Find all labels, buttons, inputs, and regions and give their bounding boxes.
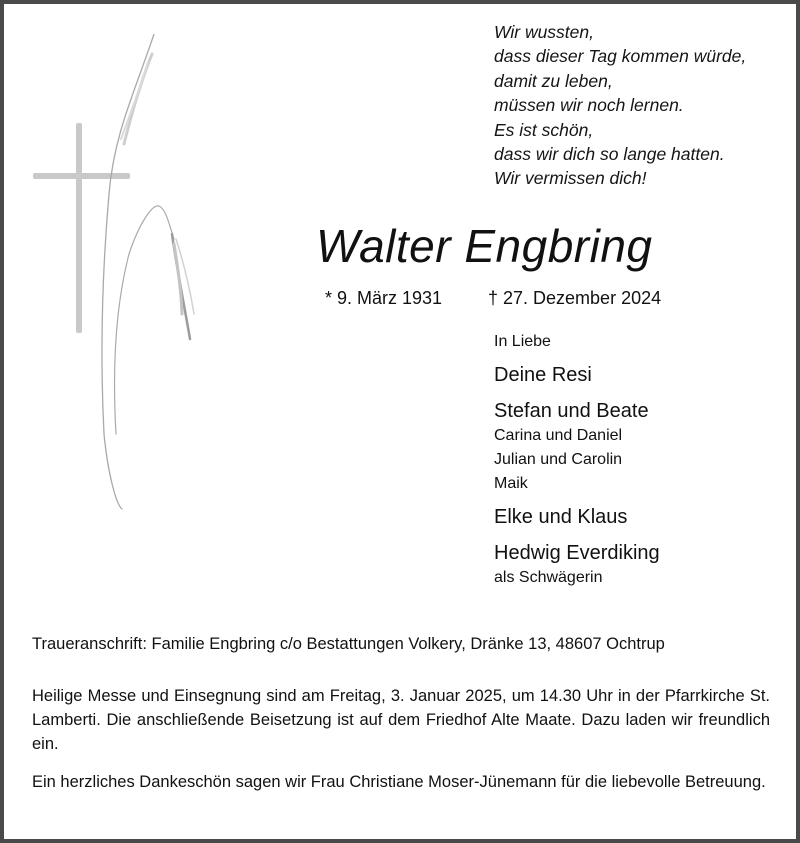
poem-line: Wir vermissen dich! [494, 168, 647, 189]
poem-line: Wir wussten, [494, 22, 595, 42]
wheat-ear-icon [102, 34, 194, 509]
poem-line: Es ist schön, [494, 119, 594, 140]
mourner-group-main: Deine Resi [494, 364, 592, 386]
death-date: † 27. Dezember 2024 [488, 288, 662, 308]
mourner-group-sub: Carina und Daniel [494, 427, 623, 444]
cross-and-wheat-artwork [4, 34, 224, 634]
mourners-intro: In Liebe [494, 333, 551, 350]
mourners-list [494, 330, 660, 590]
poem [494, 20, 746, 191]
mourner-group-sub: Maik [494, 475, 528, 492]
mourner-group-main: Hedwig Everdiking [494, 542, 660, 564]
mourning-address: Traueranschrift: Familie Engbring c/o Bestattungen Volkery, Dränke 13, 48607 Ochtrup [32, 635, 665, 653]
deceased-name: Walter Engbring [316, 220, 653, 272]
mourner-group-sub: als Schwägerin [494, 569, 603, 586]
birth-date: * 9. März 1931 [325, 288, 443, 308]
thanks-paragraph: Ein herzliches Dankeschön sagen wir Frau Christiane Moser-Jünemann für die liebevolle Betreuung. [32, 773, 766, 791]
obituary-notice [4, 4, 796, 839]
mourner-group-main: Elke und Klaus [494, 506, 628, 528]
mourner-group-main: Stefan und Beate [494, 400, 649, 422]
poem-line: dass dieser Tag kommen würde, [494, 46, 747, 67]
poem-line: damit zu leben, [494, 70, 613, 91]
service-info-paragraph: Heilige Messe und Einsegnung sind am Freitag, 3. Januar 2025, um 14.30 Uhr in der Pfarrkirche St. Lamberti. Die anschließende Beisetzung ist auf dem Friedhof Alte Maate. Dazu laden wir freundlich ein. [32, 687, 770, 753]
poem-line: müssen wir noch lernen. [494, 95, 684, 116]
poem-line: dass wir dich so lange hatten. [494, 144, 725, 165]
mourner-group-sub: Julian und Carolin [494, 451, 623, 468]
